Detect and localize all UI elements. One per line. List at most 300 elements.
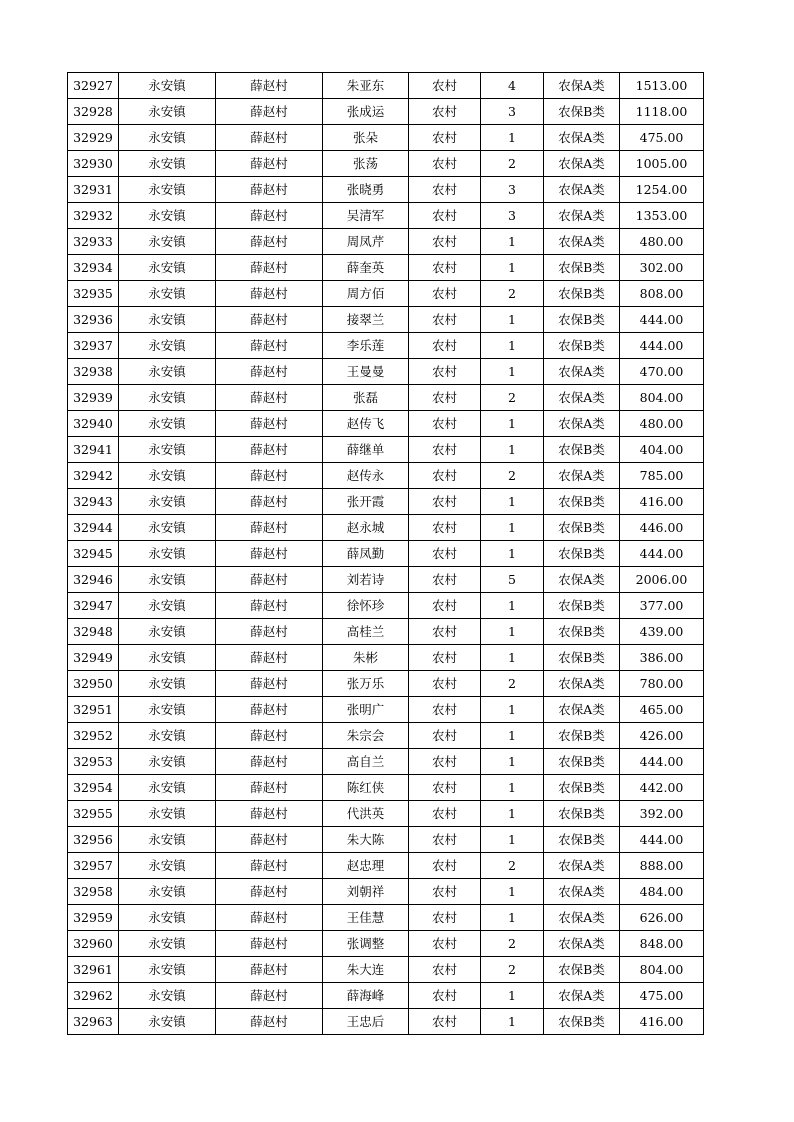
household-count-cell: 3: [481, 177, 544, 203]
household-count-cell: 1: [481, 749, 544, 775]
amount-cell: 1005.00: [620, 151, 704, 177]
town-cell: 永安镇: [119, 541, 216, 567]
area-type-cell: 农村: [409, 229, 481, 255]
area-type-cell: 农村: [409, 125, 481, 151]
household-count-cell: 1: [481, 645, 544, 671]
insurance-category-cell: 农保B类: [544, 255, 620, 281]
household-count-cell: 1: [481, 983, 544, 1009]
area-type-cell: 农村: [409, 515, 481, 541]
area-type-cell: 农村: [409, 385, 481, 411]
record-id-cell: 32934: [68, 255, 119, 281]
table-row: [68, 125, 704, 151]
insurance-category-cell: 农保B类: [544, 437, 620, 463]
town-cell: 永安镇: [119, 307, 216, 333]
name-cell: 张磊: [323, 385, 409, 411]
area-type-cell: 农村: [409, 437, 481, 463]
household-count-cell: 2: [481, 151, 544, 177]
town-cell: 永安镇: [119, 749, 216, 775]
table-row: [68, 801, 704, 827]
area-type-cell: 农村: [409, 567, 481, 593]
insurance-category-cell: 农保A类: [544, 203, 620, 229]
table-row: [68, 775, 704, 801]
amount-cell: 444.00: [620, 541, 704, 567]
amount-cell: 426.00: [620, 723, 704, 749]
amount-cell: 439.00: [620, 619, 704, 645]
table-row: [68, 489, 704, 515]
amount-cell: 444.00: [620, 333, 704, 359]
table-row: [68, 307, 704, 333]
amount-cell: 2006.00: [620, 567, 704, 593]
village-cell: 薛赵村: [216, 723, 323, 749]
amount-cell: 302.00: [620, 255, 704, 281]
town-cell: 永安镇: [119, 255, 216, 281]
name-cell: 张调整: [323, 931, 409, 957]
record-id-cell: 32938: [68, 359, 119, 385]
household-count-cell: 1: [481, 359, 544, 385]
record-id-cell: 32949: [68, 645, 119, 671]
area-type-cell: 农村: [409, 489, 481, 515]
household-count-cell: 1: [481, 515, 544, 541]
insurance-category-cell: 农保B类: [544, 489, 620, 515]
area-type-cell: 农村: [409, 619, 481, 645]
insurance-category-cell: 农保A类: [544, 359, 620, 385]
name-cell: 代洪英: [323, 801, 409, 827]
household-count-cell: 1: [481, 489, 544, 515]
table-row: [68, 203, 704, 229]
town-cell: 永安镇: [119, 931, 216, 957]
village-cell: 薛赵村: [216, 619, 323, 645]
town-cell: 永安镇: [119, 437, 216, 463]
household-count-cell: 1: [481, 775, 544, 801]
village-cell: 薛赵村: [216, 697, 323, 723]
insurance-category-cell: 农保A类: [544, 879, 620, 905]
village-cell: 薛赵村: [216, 515, 323, 541]
insurance-category-cell: 农保B类: [544, 827, 620, 853]
name-cell: 吴清军: [323, 203, 409, 229]
household-count-cell: 1: [481, 1009, 544, 1035]
insurance-category-cell: 农保A类: [544, 983, 620, 1009]
area-type-cell: 农村: [409, 723, 481, 749]
town-cell: 永安镇: [119, 515, 216, 541]
village-cell: 薛赵村: [216, 775, 323, 801]
area-type-cell: 农村: [409, 333, 481, 359]
amount-cell: 808.00: [620, 281, 704, 307]
table-row: [68, 515, 704, 541]
town-cell: 永安镇: [119, 463, 216, 489]
area-type-cell: 农村: [409, 931, 481, 957]
name-cell: 张开霞: [323, 489, 409, 515]
town-cell: 永安镇: [119, 593, 216, 619]
record-id-cell: 32942: [68, 463, 119, 489]
name-cell: 朱大连: [323, 957, 409, 983]
insurance-category-cell: 农保B类: [544, 723, 620, 749]
village-cell: 薛赵村: [216, 359, 323, 385]
town-cell: 永安镇: [119, 1009, 216, 1035]
amount-cell: 1353.00: [620, 203, 704, 229]
record-id-cell: 32939: [68, 385, 119, 411]
record-id-cell: 32930: [68, 151, 119, 177]
name-cell: 周凤芹: [323, 229, 409, 255]
village-cell: 薛赵村: [216, 983, 323, 1009]
insurance-category-cell: 农保B类: [544, 619, 620, 645]
household-count-cell: 1: [481, 541, 544, 567]
record-id-cell: 32928: [68, 99, 119, 125]
name-cell: 薛继单: [323, 437, 409, 463]
record-id-cell: 32953: [68, 749, 119, 775]
area-type-cell: 农村: [409, 697, 481, 723]
name-cell: 张晓勇: [323, 177, 409, 203]
village-cell: 薛赵村: [216, 489, 323, 515]
name-cell: 张万乐: [323, 671, 409, 697]
village-cell: 薛赵村: [216, 73, 323, 99]
table-row: [68, 879, 704, 905]
insurance-category-cell: 农保A类: [544, 177, 620, 203]
insurance-category-cell: 农保A类: [544, 411, 620, 437]
amount-cell: 1118.00: [620, 99, 704, 125]
household-count-cell: 2: [481, 385, 544, 411]
household-count-cell: 2: [481, 853, 544, 879]
area-type-cell: 农村: [409, 99, 481, 125]
village-cell: 薛赵村: [216, 411, 323, 437]
record-id-cell: 32941: [68, 437, 119, 463]
village-cell: 薛赵村: [216, 645, 323, 671]
table-row: [68, 99, 704, 125]
household-count-cell: 1: [481, 255, 544, 281]
name-cell: 朱彬: [323, 645, 409, 671]
village-cell: 薛赵村: [216, 593, 323, 619]
name-cell: 张荡: [323, 151, 409, 177]
insurance-category-cell: 农保B类: [544, 541, 620, 567]
table-row: [68, 1009, 704, 1035]
table-row: [68, 749, 704, 775]
amount-cell: 888.00: [620, 853, 704, 879]
table-row: [68, 723, 704, 749]
name-cell: 赵永城: [323, 515, 409, 541]
village-cell: 薛赵村: [216, 151, 323, 177]
household-count-cell: 1: [481, 437, 544, 463]
amount-cell: 444.00: [620, 749, 704, 775]
household-count-cell: 2: [481, 463, 544, 489]
village-cell: 薛赵村: [216, 281, 323, 307]
area-type-cell: 农村: [409, 281, 481, 307]
table-row: [68, 931, 704, 957]
household-count-cell: 1: [481, 697, 544, 723]
name-cell: 朱大陈: [323, 827, 409, 853]
table-row: [68, 359, 704, 385]
record-id-cell: 32932: [68, 203, 119, 229]
household-count-cell: 3: [481, 99, 544, 125]
area-type-cell: 农村: [409, 73, 481, 99]
name-cell: 赵忠理: [323, 853, 409, 879]
record-id-cell: 32960: [68, 931, 119, 957]
insurance-category-cell: 农保A类: [544, 73, 620, 99]
record-id-cell: 32931: [68, 177, 119, 203]
amount-cell: 1254.00: [620, 177, 704, 203]
name-cell: 王忠后: [323, 1009, 409, 1035]
amount-cell: 465.00: [620, 697, 704, 723]
area-type-cell: 农村: [409, 1009, 481, 1035]
area-type-cell: 农村: [409, 957, 481, 983]
area-type-cell: 农村: [409, 671, 481, 697]
town-cell: 永安镇: [119, 567, 216, 593]
amount-cell: 416.00: [620, 489, 704, 515]
name-cell: 张明广: [323, 697, 409, 723]
area-type-cell: 农村: [409, 541, 481, 567]
records-table-body: [68, 73, 704, 1035]
village-cell: 薛赵村: [216, 879, 323, 905]
record-id-cell: 32951: [68, 697, 119, 723]
amount-cell: 804.00: [620, 385, 704, 411]
amount-cell: 785.00: [620, 463, 704, 489]
insurance-category-cell: 农保A类: [544, 463, 620, 489]
insurance-category-cell: 农保B类: [544, 1009, 620, 1035]
name-cell: 徐怀珍: [323, 593, 409, 619]
record-id-cell: 32937: [68, 333, 119, 359]
name-cell: 高桂兰: [323, 619, 409, 645]
town-cell: 永安镇: [119, 359, 216, 385]
insurance-category-cell: 农保A类: [544, 853, 620, 879]
insurance-category-cell: 农保A类: [544, 671, 620, 697]
record-id-cell: 32962: [68, 983, 119, 1009]
village-cell: 薛赵村: [216, 931, 323, 957]
table-row: [68, 957, 704, 983]
table-row: [68, 853, 704, 879]
area-type-cell: 农村: [409, 307, 481, 333]
table-row: [68, 671, 704, 697]
village-cell: 薛赵村: [216, 671, 323, 697]
name-cell: 张朵: [323, 125, 409, 151]
amount-cell: 444.00: [620, 307, 704, 333]
name-cell: 赵传飞: [323, 411, 409, 437]
household-count-cell: 1: [481, 593, 544, 619]
record-id-cell: 32935: [68, 281, 119, 307]
village-cell: 薛赵村: [216, 307, 323, 333]
amount-cell: 377.00: [620, 593, 704, 619]
insurance-category-cell: 农保B类: [544, 645, 620, 671]
town-cell: 永安镇: [119, 411, 216, 437]
household-count-cell: 1: [481, 827, 544, 853]
table-row: [68, 411, 704, 437]
area-type-cell: 农村: [409, 411, 481, 437]
amount-cell: 416.00: [620, 1009, 704, 1035]
town-cell: 永安镇: [119, 229, 216, 255]
village-cell: 薛赵村: [216, 957, 323, 983]
town-cell: 永安镇: [119, 723, 216, 749]
town-cell: 永安镇: [119, 957, 216, 983]
name-cell: 高自兰: [323, 749, 409, 775]
table-row: [68, 281, 704, 307]
area-type-cell: 农村: [409, 645, 481, 671]
village-cell: 薛赵村: [216, 203, 323, 229]
table-row: [68, 437, 704, 463]
records-table: [67, 72, 704, 1035]
village-cell: 薛赵村: [216, 567, 323, 593]
record-id-cell: 32952: [68, 723, 119, 749]
amount-cell: 484.00: [620, 879, 704, 905]
name-cell: 接翠兰: [323, 307, 409, 333]
record-id-cell: 32948: [68, 619, 119, 645]
village-cell: 薛赵村: [216, 99, 323, 125]
household-count-cell: 2: [481, 671, 544, 697]
household-count-cell: 3: [481, 203, 544, 229]
insurance-category-cell: 农保A类: [544, 125, 620, 151]
table-row: [68, 905, 704, 931]
household-count-cell: 1: [481, 723, 544, 749]
table-row: [68, 983, 704, 1009]
village-cell: 薛赵村: [216, 801, 323, 827]
town-cell: 永安镇: [119, 801, 216, 827]
town-cell: 永安镇: [119, 619, 216, 645]
amount-cell: 446.00: [620, 515, 704, 541]
household-count-cell: 2: [481, 957, 544, 983]
record-id-cell: 32958: [68, 879, 119, 905]
table-row: [68, 255, 704, 281]
household-count-cell: 2: [481, 281, 544, 307]
area-type-cell: 农村: [409, 853, 481, 879]
name-cell: 刘若诗: [323, 567, 409, 593]
household-count-cell: 1: [481, 229, 544, 255]
village-cell: 薛赵村: [216, 541, 323, 567]
town-cell: 永安镇: [119, 827, 216, 853]
record-id-cell: 32947: [68, 593, 119, 619]
table-row: [68, 827, 704, 853]
record-id-cell: 32944: [68, 515, 119, 541]
record-id-cell: 32940: [68, 411, 119, 437]
amount-cell: 475.00: [620, 125, 704, 151]
insurance-category-cell: 农保B类: [544, 515, 620, 541]
amount-cell: 480.00: [620, 229, 704, 255]
amount-cell: 404.00: [620, 437, 704, 463]
table-row: [68, 697, 704, 723]
town-cell: 永安镇: [119, 853, 216, 879]
town-cell: 永安镇: [119, 281, 216, 307]
record-id-cell: 32936: [68, 307, 119, 333]
insurance-category-cell: 农保B类: [544, 99, 620, 125]
town-cell: 永安镇: [119, 697, 216, 723]
area-type-cell: 农村: [409, 203, 481, 229]
insurance-category-cell: 农保A类: [544, 905, 620, 931]
area-type-cell: 农村: [409, 177, 481, 203]
town-cell: 永安镇: [119, 879, 216, 905]
town-cell: 永安镇: [119, 333, 216, 359]
area-type-cell: 农村: [409, 151, 481, 177]
name-cell: 薛海峰: [323, 983, 409, 1009]
area-type-cell: 农村: [409, 827, 481, 853]
household-count-cell: 1: [481, 411, 544, 437]
village-cell: 薛赵村: [216, 125, 323, 151]
area-type-cell: 农村: [409, 749, 481, 775]
name-cell: 朱亚东: [323, 73, 409, 99]
household-count-cell: 1: [481, 333, 544, 359]
insurance-category-cell: 农保A类: [544, 229, 620, 255]
name-cell: 朱宗会: [323, 723, 409, 749]
amount-cell: 442.00: [620, 775, 704, 801]
household-count-cell: 4: [481, 73, 544, 99]
record-id-cell: 32954: [68, 775, 119, 801]
area-type-cell: 农村: [409, 983, 481, 1009]
amount-cell: 475.00: [620, 983, 704, 1009]
name-cell: 王佳慧: [323, 905, 409, 931]
record-id-cell: 32957: [68, 853, 119, 879]
town-cell: 永安镇: [119, 645, 216, 671]
town-cell: 永安镇: [119, 177, 216, 203]
area-type-cell: 农村: [409, 359, 481, 385]
table-row: [68, 567, 704, 593]
village-cell: 薛赵村: [216, 1009, 323, 1035]
village-cell: 薛赵村: [216, 255, 323, 281]
table-row: [68, 619, 704, 645]
household-count-cell: 1: [481, 905, 544, 931]
amount-cell: 1513.00: [620, 73, 704, 99]
town-cell: 永安镇: [119, 99, 216, 125]
village-cell: 薛赵村: [216, 437, 323, 463]
household-count-cell: 5: [481, 567, 544, 593]
insurance-category-cell: 农保B类: [544, 307, 620, 333]
table-row: [68, 151, 704, 177]
table-row: [68, 229, 704, 255]
insurance-category-cell: 农保A类: [544, 931, 620, 957]
household-count-cell: 1: [481, 619, 544, 645]
table-row: [68, 177, 704, 203]
household-count-cell: 1: [481, 125, 544, 151]
area-type-cell: 农村: [409, 463, 481, 489]
village-cell: 薛赵村: [216, 853, 323, 879]
amount-cell: 444.00: [620, 827, 704, 853]
table-row: [68, 463, 704, 489]
record-id-cell: 32945: [68, 541, 119, 567]
amount-cell: 470.00: [620, 359, 704, 385]
name-cell: 薛凤勤: [323, 541, 409, 567]
household-count-cell: 1: [481, 879, 544, 905]
insurance-category-cell: 农保A类: [544, 697, 620, 723]
record-id-cell: 32956: [68, 827, 119, 853]
town-cell: 永安镇: [119, 905, 216, 931]
amount-cell: 386.00: [620, 645, 704, 671]
name-cell: 赵传永: [323, 463, 409, 489]
insurance-category-cell: 农保B类: [544, 281, 620, 307]
record-id-cell: 32946: [68, 567, 119, 593]
amount-cell: 480.00: [620, 411, 704, 437]
amount-cell: 848.00: [620, 931, 704, 957]
insurance-category-cell: 农保B类: [544, 593, 620, 619]
name-cell: 刘朝祥: [323, 879, 409, 905]
table-row: [68, 645, 704, 671]
insurance-category-cell: 农保A类: [544, 385, 620, 411]
village-cell: 薛赵村: [216, 229, 323, 255]
town-cell: 永安镇: [119, 385, 216, 411]
town-cell: 永安镇: [119, 671, 216, 697]
name-cell: 张成运: [323, 99, 409, 125]
area-type-cell: 农村: [409, 905, 481, 931]
area-type-cell: 农村: [409, 775, 481, 801]
insurance-category-cell: 农保B类: [544, 801, 620, 827]
name-cell: 李乐莲: [323, 333, 409, 359]
record-id-cell: 32955: [68, 801, 119, 827]
village-cell: 薛赵村: [216, 177, 323, 203]
household-count-cell: 1: [481, 801, 544, 827]
village-cell: 薛赵村: [216, 333, 323, 359]
amount-cell: 780.00: [620, 671, 704, 697]
table-row: [68, 73, 704, 99]
insurance-category-cell: 农保B类: [544, 957, 620, 983]
town-cell: 永安镇: [119, 73, 216, 99]
record-id-cell: 32933: [68, 229, 119, 255]
name-cell: 薛奎英: [323, 255, 409, 281]
insurance-category-cell: 农保A类: [544, 567, 620, 593]
record-id-cell: 32927: [68, 73, 119, 99]
area-type-cell: 农村: [409, 255, 481, 281]
village-cell: 薛赵村: [216, 905, 323, 931]
